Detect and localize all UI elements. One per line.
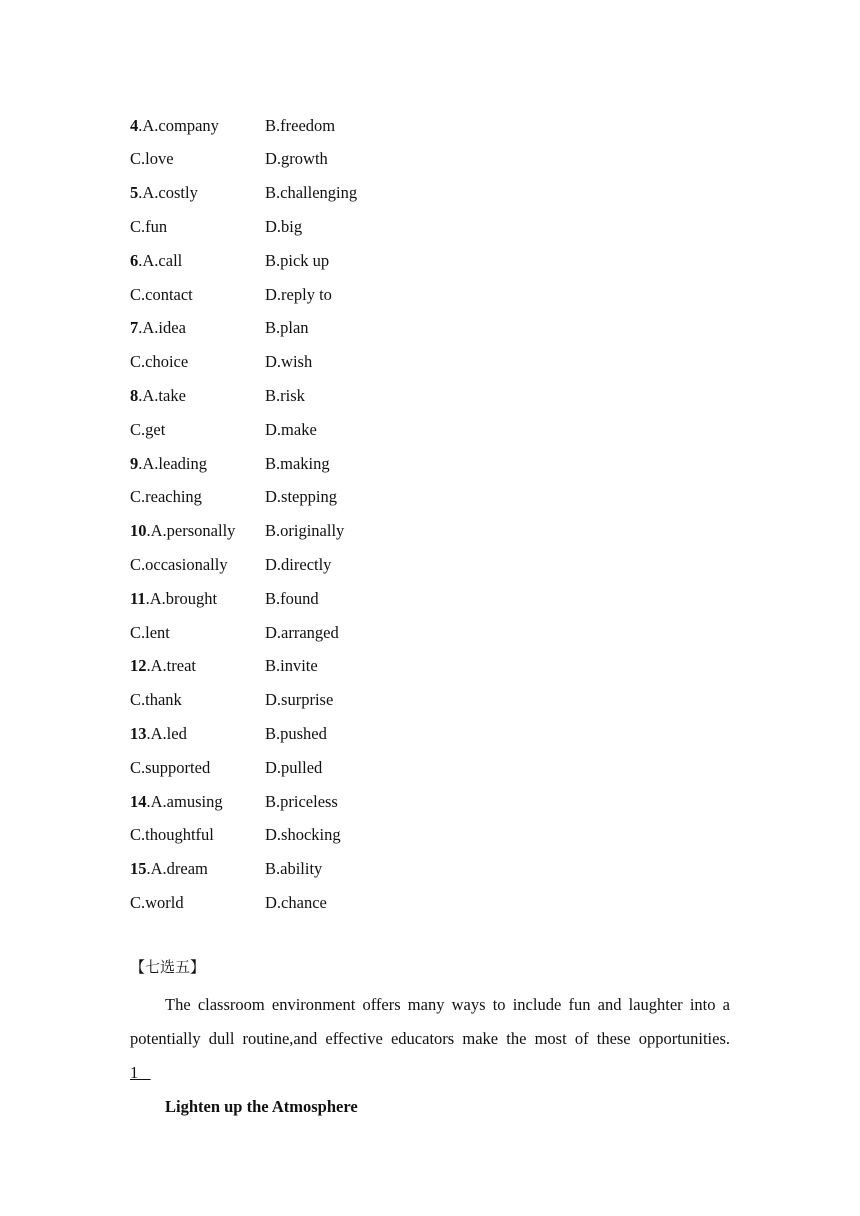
question-row-ab [130, 177, 730, 211]
option-c: C.lent [130, 622, 170, 642]
question-row-ab [130, 109, 730, 143]
seven-choose-five-section [130, 955, 730, 1124]
question-number: 11 [130, 588, 146, 608]
option-d: D.directly [265, 555, 332, 574]
option-a [130, 861, 265, 878]
section-subheading: Lighten up the Atmosphere [165, 1097, 358, 1116]
option-c: C.get [130, 419, 166, 439]
option-d: D.arranged [265, 622, 339, 642]
option-a [130, 723, 265, 743]
question-row-cd [130, 684, 730, 718]
option-a [130, 523, 265, 540]
question-row-cd [130, 278, 730, 312]
option-c: C.thank [130, 690, 182, 710]
question-row-cd [130, 413, 730, 447]
option-b: B.risk [265, 386, 305, 406]
option-b: B.priceless [265, 791, 338, 811]
option-b: B.originally [265, 521, 345, 541]
option-d: D.make [265, 419, 317, 439]
question-number: 14 [130, 791, 147, 811]
option-a-text: .A.company [138, 115, 219, 135]
option-b: B.plan [265, 318, 309, 338]
option-a-text: .A.amusing [146, 791, 223, 811]
question-row-cd [130, 548, 730, 582]
option-c: C.reaching [130, 487, 202, 507]
option-d: D.growth [265, 149, 328, 169]
question-number: 8 [130, 386, 139, 406]
question-number: 5 [130, 183, 139, 203]
question-row-ab [130, 582, 730, 616]
question-row-cd [130, 346, 730, 380]
question-row-ab [130, 785, 730, 819]
answer-options-list [130, 109, 730, 920]
option-a [130, 320, 265, 337]
option-a-text: .A.idea [138, 318, 186, 338]
option-d: D.wish [265, 352, 313, 372]
question-number: 12 [130, 656, 147, 676]
option-d: D.surprise [265, 690, 334, 710]
question-number: 13 [130, 723, 147, 743]
option-d: D.reply to [265, 284, 332, 304]
option-d: D.stepping [265, 487, 337, 507]
option-c: C.occasionally [130, 555, 228, 574]
option-b: B.pushed [265, 723, 327, 743]
option-d: D.pulled [265, 757, 323, 777]
option-b: B.pick up [265, 250, 330, 270]
option-a-text: .A.treat [146, 656, 196, 676]
option-a [130, 658, 265, 675]
option-a-text: .A.led [146, 723, 187, 743]
option-a-text: .A.take [138, 386, 186, 406]
option-c: C.fun [130, 217, 168, 237]
option-a [130, 250, 265, 270]
question-row-cd [130, 143, 730, 177]
blank-1: 1 [130, 1063, 151, 1082]
question-row-ab [130, 312, 730, 346]
option-b: B.challenging [265, 183, 358, 203]
option-a-text: .A.brought [145, 588, 218, 608]
option-b: B.freedom [265, 115, 336, 135]
question-number: 15 [130, 859, 147, 879]
option-d: D.big [265, 217, 303, 237]
question-row-cd [130, 751, 730, 785]
question-row-ab [130, 379, 730, 413]
intro-paragraph: The classroom environment offers many ways to include fun and laughter into a potentially dull routine,and effective educators make the most of these opportunities. [130, 995, 730, 1048]
option-c: C.choice [130, 352, 189, 372]
option-c: C.thoughtful [130, 825, 214, 845]
option-b: B.found [265, 588, 319, 608]
option-c: C.love [130, 149, 174, 169]
option-d: D.chance [265, 892, 327, 912]
option-d: D.shocking [265, 825, 341, 845]
option-a [130, 185, 265, 202]
option-b: B.invite [265, 656, 318, 676]
option-c: C.world [130, 892, 184, 912]
blank-line [130, 1056, 730, 1090]
option-a [130, 388, 265, 405]
option-a-text: .A.personally [146, 521, 236, 541]
question-row-ab [130, 244, 730, 278]
option-a-text: .A.dream [146, 859, 208, 879]
question-row-cd [130, 819, 730, 853]
option-a [130, 588, 265, 608]
question-row-cd [130, 616, 730, 650]
option-a-text: .A.costly [138, 183, 198, 203]
question-row-ab [130, 853, 730, 887]
option-a-text: .A.call [138, 250, 183, 270]
question-number: 9 [130, 453, 139, 473]
question-number: 10 [130, 521, 147, 541]
question-row-ab [130, 515, 730, 549]
option-b: B.ability [265, 859, 323, 879]
option-a-text: .A.leading [138, 453, 207, 473]
question-row-cd [130, 886, 730, 920]
question-number: 4 [130, 115, 139, 135]
question-row-cd [130, 481, 730, 515]
option-a [130, 115, 265, 135]
question-number: 6 [130, 250, 139, 270]
question-row-ab [130, 447, 730, 481]
option-a [130, 453, 265, 473]
question-row-cd [130, 210, 730, 244]
option-b: B.making [265, 453, 330, 473]
question-number: 7 [130, 318, 139, 338]
question-row-ab [130, 650, 730, 684]
option-c: C.supported [130, 757, 211, 777]
option-c: C.contact [130, 284, 193, 304]
question-row-ab [130, 717, 730, 751]
option-a [130, 791, 265, 811]
section-title: 【七选五】 [130, 958, 206, 976]
